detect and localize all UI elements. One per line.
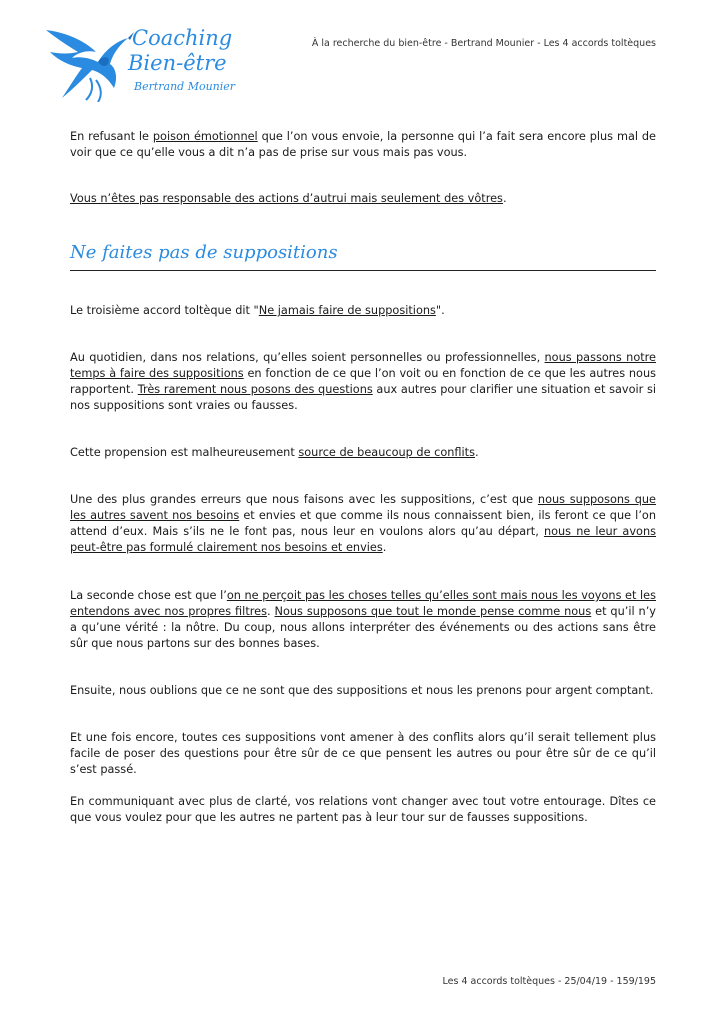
paragraph-8: Ensuite, nous oublions que ce ne sont que des suppositions et nous les prenons pour argent comptant. [70, 684, 654, 697]
paragraph-5: Cette propension est malheureusement source de beaucoup de conflits. [70, 446, 479, 459]
paragraph-9: Et une fois encore, toutes ces suppositions vont amener à des conflits alors qu’il serait tellement plus facile de poser des questions pour être sûr de ce que pensent les autres ou pour être sûr de ce qu’il s’est passé. [70, 731, 656, 776]
paragraph-7: La seconde chose est que l’on ne perçoit pas les choses telles qu’elles sont mais nous les voyons et les entendons avec nos propres filtres. Nous supposons que tout le monde pense comme nous et qu’il n’y a qu’une vérité : la nôtre. Du coup, nous allons interpréter des événements ou des actions sans être sûr que nous partons sur des bonnes bases. [70, 589, 656, 650]
paragraph-6: Une des plus grandes erreurs que nous faisons avec les suppositions, c’est que nous supposons que les autres savent nos besoins et envies et que comme ils nous connaissent bien, ils feront ce que l’on attend d’eux. Mais s’ils ne le font pas, nous leur en voulons alors qu’au départ, nous ne leur avons peut-être pas formulé clairement nos besoins et envies. [70, 493, 656, 554]
section-title: Ne faites pas de suppositions [70, 240, 656, 271]
paragraph-1: En refusant le poison émotionnel que l’on vous envoie, la personne qui l’a fait sera encore plus mal de voir que ce qu’elle vous a dit n’a pas de prise sur vous mais pas vous. [70, 130, 656, 159]
logo-line2: Bien-être [128, 51, 227, 75]
hummingbird-icon [44, 22, 134, 102]
paragraph-2: Vous n’êtes pas responsable des actions d’autrui mais seulement des vôtres. [70, 192, 507, 205]
logo-line1: Coaching [132, 26, 233, 50]
logo [44, 22, 244, 102]
paragraph-4: Au quotidien, dans nos relations, qu’elles soient personnelles ou professionnelles, nous passons notre temps à faire des suppositions en fonction de ce que l’on voit ou en fonction de ce que les autres nous rapportent. Très rarement nous posons des questions aux autres pour clarifier une situation et savoir si nos suppositions sont vraies ou fausses. [70, 351, 657, 412]
footer-page-info: Les 4 accords toltèques - 25/04/19 - 159/195 [442, 976, 656, 987]
header-title: À la recherche du bien-être - Bertrand Mounier - Les 4 accords toltèques [311, 38, 656, 49]
paragraph-10: En communiquant avec plus de clarté, vos relations vont changer avec tout votre entourage. Dîtes ce que vous voulez pour que les autres ne partent pas à leur tour sur de fausses suppositions. [70, 795, 656, 824]
paragraph-3: Le troisième accord toltèque dit "Ne jamais faire de suppositions". [70, 304, 445, 317]
logo-line3: Bertrand Mounier [134, 80, 236, 93]
